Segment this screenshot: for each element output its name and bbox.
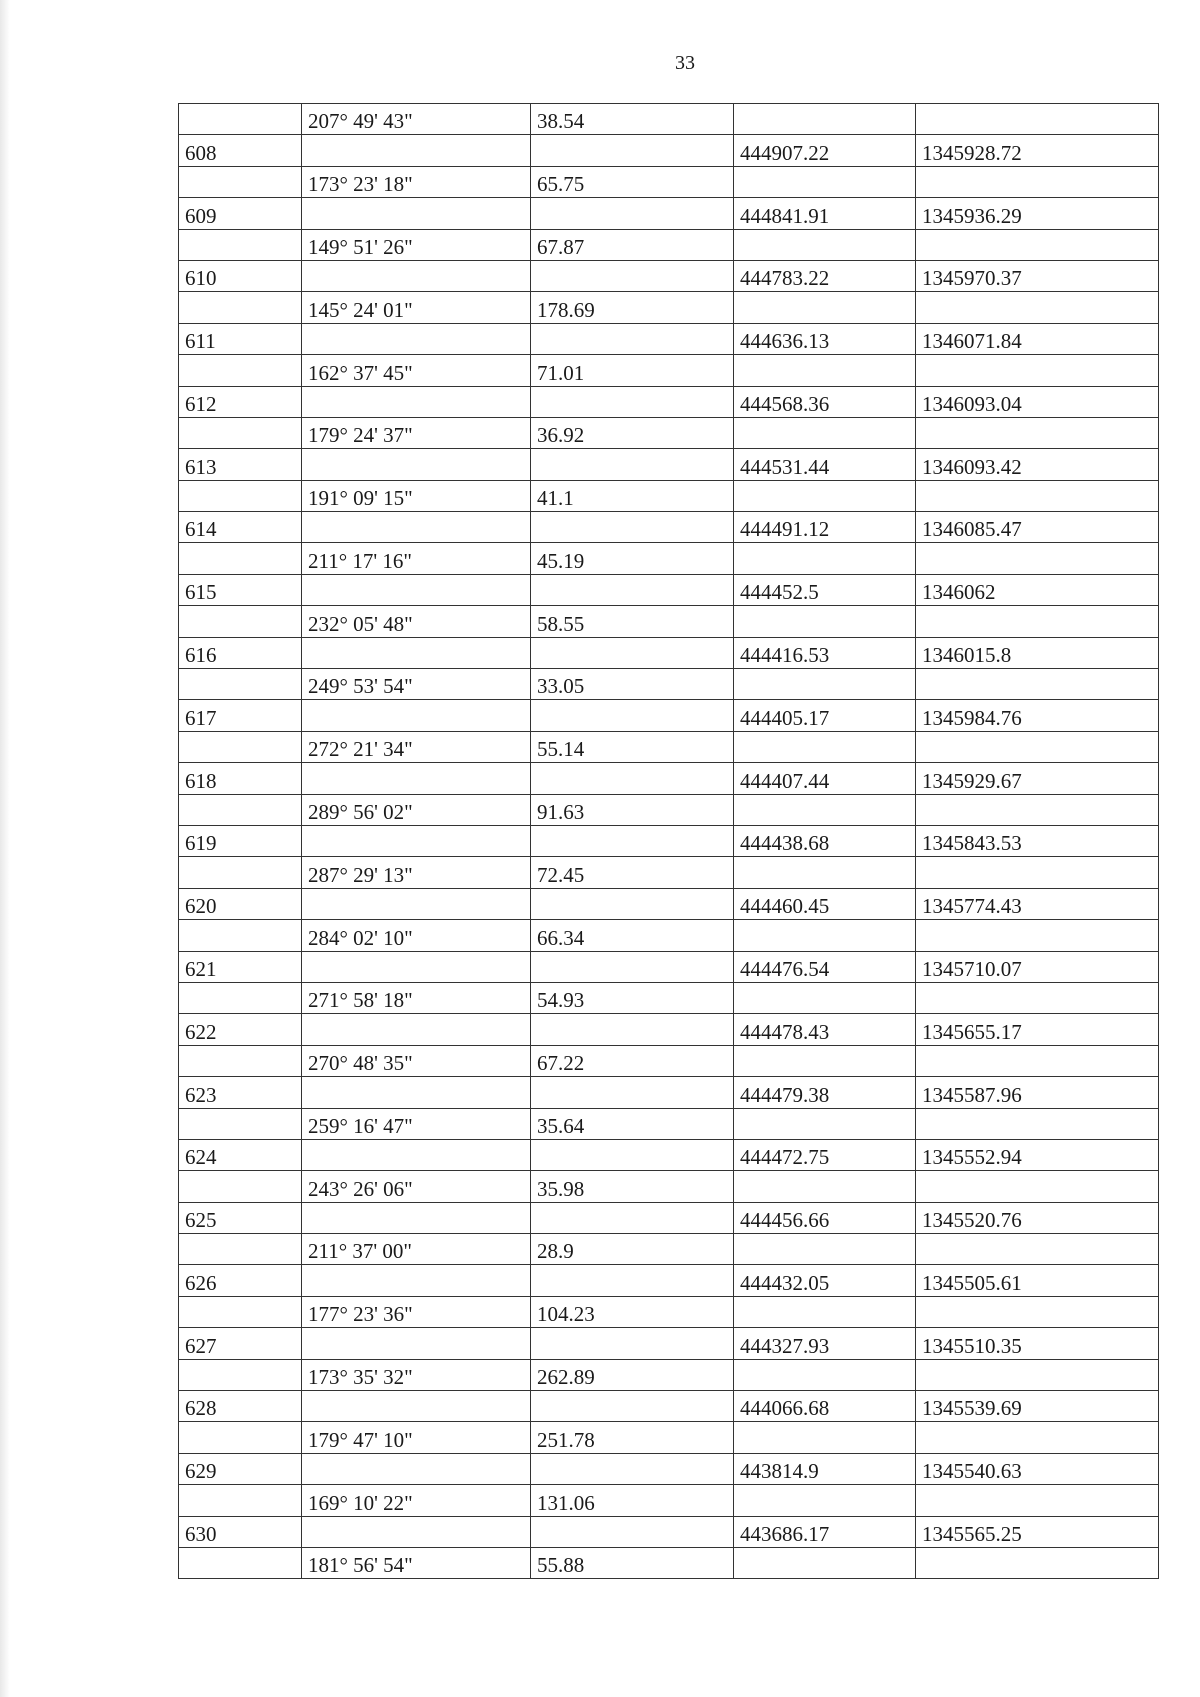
distance-cell-empty <box>531 888 734 919</box>
station-id-cell: 622 <box>179 1014 302 1045</box>
distance-cell: 55.14 <box>531 731 734 762</box>
bearing-cell: 179° 24' 37" <box>302 417 531 448</box>
leg-row <box>179 731 1159 762</box>
bearing-cell: 169° 10' 22" <box>302 1485 531 1516</box>
northing-cell-empty <box>734 166 916 197</box>
bearing-cell-empty <box>302 449 531 480</box>
bearing-cell-empty <box>302 574 531 605</box>
station-id-cell: 626 <box>179 1265 302 1296</box>
northing-cell: 444432.05 <box>734 1265 916 1296</box>
northing-cell-empty <box>734 417 916 448</box>
leg-row <box>179 982 1159 1013</box>
station-cell-empty <box>179 543 302 574</box>
station-id-cell: 616 <box>179 637 302 668</box>
distance-cell-empty <box>531 260 734 291</box>
station-id-cell: 629 <box>179 1453 302 1484</box>
easting-cell-empty <box>916 920 1159 951</box>
leg-row <box>179 1234 1159 1265</box>
bearing-cell-empty <box>302 1265 531 1296</box>
bearing-cell-empty <box>302 1014 531 1045</box>
northing-cell: 444066.68 <box>734 1391 916 1422</box>
easting-cell: 1345510.35 <box>916 1328 1159 1359</box>
distance-cell: 262.89 <box>531 1359 734 1390</box>
distance-cell: 35.64 <box>531 1108 734 1139</box>
northing-cell: 444907.22 <box>734 135 916 166</box>
easting-cell: 1345843.53 <box>916 825 1159 856</box>
leg-row <box>179 417 1159 448</box>
distance-cell-empty <box>531 1139 734 1170</box>
station-cell-empty <box>179 1485 302 1516</box>
distance-cell-empty <box>531 637 734 668</box>
easting-cell: 1345552.94 <box>916 1139 1159 1170</box>
leg-row <box>179 669 1159 700</box>
easting-cell-empty <box>916 166 1159 197</box>
easting-cell-empty <box>916 292 1159 323</box>
distance-cell: 45.19 <box>531 543 734 574</box>
station-row <box>179 449 1159 480</box>
northing-cell-empty <box>734 1547 916 1578</box>
station-row <box>179 888 1159 919</box>
distance-cell-empty <box>531 1014 734 1045</box>
distance-cell-empty <box>531 700 734 731</box>
northing-cell: 444460.45 <box>734 888 916 919</box>
bearing-cell-empty <box>302 260 531 291</box>
station-cell-empty <box>179 794 302 825</box>
station-id-cell: 620 <box>179 888 302 919</box>
northing-cell-empty <box>734 1485 916 1516</box>
northing-cell-empty <box>734 543 916 574</box>
bearing-cell-empty <box>302 951 531 982</box>
station-cell-empty <box>179 606 302 637</box>
northing-cell: 444783.22 <box>734 260 916 291</box>
station-cell-empty <box>179 166 302 197</box>
station-id-cell: 623 <box>179 1077 302 1108</box>
distance-cell: 54.93 <box>531 982 734 1013</box>
bearing-cell: 259° 16' 47" <box>302 1108 531 1139</box>
bearing-cell: 211° 17' 16" <box>302 543 531 574</box>
easting-cell: 1345984.76 <box>916 700 1159 731</box>
station-row <box>179 386 1159 417</box>
station-id-cell: 621 <box>179 951 302 982</box>
easting-cell-empty <box>916 355 1159 386</box>
station-cell-empty <box>179 1045 302 1076</box>
northing-cell-empty <box>734 982 916 1013</box>
easting-cell: 1346015.8 <box>916 637 1159 668</box>
easting-cell-empty <box>916 1547 1159 1578</box>
distance-cell-empty <box>531 1077 734 1108</box>
easting-cell-empty <box>916 1108 1159 1139</box>
bearing-cell-empty <box>302 386 531 417</box>
bearing-cell-empty <box>302 135 531 166</box>
northing-cell-empty <box>734 1171 916 1202</box>
northing-cell: 444636.13 <box>734 323 916 354</box>
station-row <box>179 1391 1159 1422</box>
easting-cell: 1346062 <box>916 574 1159 605</box>
northing-cell-empty <box>734 1045 916 1076</box>
northing-cell: 444405.17 <box>734 700 916 731</box>
northing-cell-empty <box>734 292 916 323</box>
easting-cell-empty <box>916 669 1159 700</box>
easting-cell: 1345928.72 <box>916 135 1159 166</box>
northing-cell: 444841.91 <box>734 198 916 229</box>
station-id-cell: 611 <box>179 323 302 354</box>
distance-cell: 58.55 <box>531 606 734 637</box>
easting-cell: 1345520.76 <box>916 1202 1159 1233</box>
coordinate-table <box>178 103 1159 1579</box>
station-id-cell: 625 <box>179 1202 302 1233</box>
scan-edge-shadow <box>0 0 10 1697</box>
northing-cell: 444479.38 <box>734 1077 916 1108</box>
bearing-cell-empty <box>302 763 531 794</box>
station-cell-empty <box>179 292 302 323</box>
easting-cell: 1345774.43 <box>916 888 1159 919</box>
bearing-cell-empty <box>302 888 531 919</box>
station-cell-empty <box>179 1234 302 1265</box>
bearing-cell-empty <box>302 1202 531 1233</box>
distance-cell-empty <box>531 1265 734 1296</box>
easting-cell-empty <box>916 982 1159 1013</box>
distance-cell-empty <box>531 825 734 856</box>
northing-cell-empty <box>734 104 916 135</box>
station-row <box>179 512 1159 543</box>
northing-cell: 444416.53 <box>734 637 916 668</box>
bearing-cell: 211° 37' 00" <box>302 1234 531 1265</box>
coordinate-table-container <box>178 103 1158 1579</box>
northing-cell-empty <box>734 1108 916 1139</box>
station-row <box>179 260 1159 291</box>
distance-cell-empty <box>531 1202 734 1233</box>
station-cell-empty <box>179 1296 302 1327</box>
leg-row <box>179 292 1159 323</box>
distance-cell: 67.22 <box>531 1045 734 1076</box>
distance-cell-empty <box>531 1516 734 1547</box>
page-number: 33 <box>675 52 695 74</box>
easting-cell: 1345710.07 <box>916 951 1159 982</box>
leg-row <box>179 229 1159 260</box>
distance-cell: 91.63 <box>531 794 734 825</box>
station-row <box>179 1139 1159 1170</box>
leg-row <box>179 104 1159 135</box>
leg-row <box>179 480 1159 511</box>
distance-cell-empty <box>531 1391 734 1422</box>
station-row <box>179 700 1159 731</box>
leg-row <box>179 920 1159 951</box>
station-id-cell: 610 <box>179 260 302 291</box>
station-row <box>179 198 1159 229</box>
northing-cell-empty <box>734 731 916 762</box>
leg-row <box>179 1296 1159 1327</box>
bearing-cell: 191° 09' 15" <box>302 480 531 511</box>
station-id-cell: 612 <box>179 386 302 417</box>
bearing-cell-empty <box>302 1516 531 1547</box>
station-id-cell: 628 <box>179 1391 302 1422</box>
distance-cell: 41.1 <box>531 480 734 511</box>
leg-row <box>179 166 1159 197</box>
easting-cell-empty <box>916 857 1159 888</box>
station-id-cell: 618 <box>179 763 302 794</box>
bearing-cell: 145° 24' 01" <box>302 292 531 323</box>
leg-row <box>179 543 1159 574</box>
station-id-cell: 614 <box>179 512 302 543</box>
distance-cell: 38.54 <box>531 104 734 135</box>
station-row <box>179 1265 1159 1296</box>
northing-cell-empty <box>734 794 916 825</box>
easting-cell: 1346085.47 <box>916 512 1159 543</box>
easting-cell-empty <box>916 229 1159 260</box>
bearing-cell-empty <box>302 637 531 668</box>
bearing-cell: 177° 23' 36" <box>302 1296 531 1327</box>
distance-cell-empty <box>531 512 734 543</box>
station-row <box>179 637 1159 668</box>
easting-cell-empty <box>916 1359 1159 1390</box>
easting-cell-empty <box>916 1234 1159 1265</box>
bearing-cell: 284° 02' 10" <box>302 920 531 951</box>
distance-cell-empty <box>531 198 734 229</box>
leg-row <box>179 1422 1159 1453</box>
station-id-cell: 627 <box>179 1328 302 1359</box>
station-row <box>179 323 1159 354</box>
bearing-cell: 179° 47' 10" <box>302 1422 531 1453</box>
station-cell-empty <box>179 229 302 260</box>
distance-cell: 28.9 <box>531 1234 734 1265</box>
easting-cell-empty <box>916 731 1159 762</box>
bearing-cell-empty <box>302 1139 531 1170</box>
bearing-cell: 173° 23' 18" <box>302 166 531 197</box>
bearing-cell: 162° 37' 45" <box>302 355 531 386</box>
northing-cell-empty <box>734 229 916 260</box>
distance-cell: 35.98 <box>531 1171 734 1202</box>
northing-cell: 444568.36 <box>734 386 916 417</box>
station-row <box>179 825 1159 856</box>
station-id-cell: 615 <box>179 574 302 605</box>
distance-cell: 72.45 <box>531 857 734 888</box>
northing-cell: 444438.68 <box>734 825 916 856</box>
easting-cell: 1345505.61 <box>916 1265 1159 1296</box>
leg-row <box>179 606 1159 637</box>
easting-cell: 1345540.63 <box>916 1453 1159 1484</box>
distance-cell: 251.78 <box>531 1422 734 1453</box>
easting-cell-empty <box>916 1171 1159 1202</box>
station-cell-empty <box>179 355 302 386</box>
distance-cell: 178.69 <box>531 292 734 323</box>
bearing-cell: 243° 26' 06" <box>302 1171 531 1202</box>
leg-row <box>179 794 1159 825</box>
station-cell-empty <box>179 1171 302 1202</box>
easting-cell: 1346093.42 <box>916 449 1159 480</box>
northing-cell-empty <box>734 857 916 888</box>
easting-cell-empty <box>916 794 1159 825</box>
station-id-cell: 613 <box>179 449 302 480</box>
bearing-cell: 270° 48' 35" <box>302 1045 531 1076</box>
bearing-cell: 271° 58' 18" <box>302 982 531 1013</box>
northing-cell-empty <box>734 669 916 700</box>
easting-cell-empty <box>916 1296 1159 1327</box>
northing-cell-empty <box>734 355 916 386</box>
station-row <box>179 763 1159 794</box>
station-id-cell: 608 <box>179 135 302 166</box>
bearing-cell-empty <box>302 825 531 856</box>
distance-cell-empty <box>531 449 734 480</box>
northing-cell-empty <box>734 920 916 951</box>
distance-cell: 66.34 <box>531 920 734 951</box>
easting-cell-empty <box>916 606 1159 637</box>
northing-cell: 444476.54 <box>734 951 916 982</box>
station-cell-empty <box>179 480 302 511</box>
leg-row <box>179 1108 1159 1139</box>
northing-cell: 444491.12 <box>734 512 916 543</box>
northing-cell: 444407.44 <box>734 763 916 794</box>
northing-cell: 444456.66 <box>734 1202 916 1233</box>
leg-row <box>179 1359 1159 1390</box>
station-row <box>179 1202 1159 1233</box>
bearing-cell: 249° 53' 54" <box>302 669 531 700</box>
station-row <box>179 1077 1159 1108</box>
distance-cell: 33.05 <box>531 669 734 700</box>
northing-cell: 444452.5 <box>734 574 916 605</box>
distance-cell: 131.06 <box>531 1485 734 1516</box>
northing-cell: 444478.43 <box>734 1014 916 1045</box>
northing-cell-empty <box>734 1359 916 1390</box>
distance-cell-empty <box>531 323 734 354</box>
distance-cell: 36.92 <box>531 417 734 448</box>
northing-cell: 444472.75 <box>734 1139 916 1170</box>
station-cell-empty <box>179 1108 302 1139</box>
station-row <box>179 1328 1159 1359</box>
distance-cell-empty <box>531 386 734 417</box>
northing-cell-empty <box>734 1234 916 1265</box>
distance-cell-empty <box>531 1453 734 1484</box>
easting-cell-empty <box>916 480 1159 511</box>
northing-cell: 443686.17 <box>734 1516 916 1547</box>
bearing-cell-empty <box>302 198 531 229</box>
distance-cell-empty <box>531 135 734 166</box>
easting-cell-empty <box>916 104 1159 135</box>
station-row <box>179 1014 1159 1045</box>
distance-cell-empty <box>531 1328 734 1359</box>
station-cell-empty <box>179 417 302 448</box>
northing-cell: 444327.93 <box>734 1328 916 1359</box>
station-cell-empty <box>179 1422 302 1453</box>
station-cell-empty <box>179 982 302 1013</box>
leg-row <box>179 857 1159 888</box>
leg-row <box>179 355 1159 386</box>
easting-cell: 1345539.69 <box>916 1391 1159 1422</box>
easting-cell-empty <box>916 1422 1159 1453</box>
station-id-cell: 624 <box>179 1139 302 1170</box>
bearing-cell: 149° 51' 26" <box>302 229 531 260</box>
station-row <box>179 574 1159 605</box>
northing-cell-empty <box>734 606 916 637</box>
bearing-cell-empty <box>302 1077 531 1108</box>
bearing-cell: 173° 35' 32" <box>302 1359 531 1390</box>
distance-cell: 67.87 <box>531 229 734 260</box>
easting-cell: 1345970.37 <box>916 260 1159 291</box>
station-cell-empty <box>179 857 302 888</box>
bearing-cell: 207° 49' 43" <box>302 104 531 135</box>
easting-cell-empty <box>916 1485 1159 1516</box>
easting-cell: 1346093.04 <box>916 386 1159 417</box>
northing-cell: 443814.9 <box>734 1453 916 1484</box>
station-cell-empty <box>179 920 302 951</box>
station-id-cell: 630 <box>179 1516 302 1547</box>
station-cell-empty <box>179 104 302 135</box>
station-cell-empty <box>179 1547 302 1578</box>
station-row <box>179 135 1159 166</box>
bearing-cell: 287° 29' 13" <box>302 857 531 888</box>
easting-cell: 1345565.25 <box>916 1516 1159 1547</box>
bearing-cell-empty <box>302 1328 531 1359</box>
easting-cell-empty <box>916 1045 1159 1076</box>
bearing-cell-empty <box>302 700 531 731</box>
station-cell-empty <box>179 1359 302 1390</box>
northing-cell-empty <box>734 1296 916 1327</box>
station-cell-empty <box>179 731 302 762</box>
station-row <box>179 1516 1159 1547</box>
bearing-cell: 181° 56' 54" <box>302 1547 531 1578</box>
easting-cell-empty <box>916 417 1159 448</box>
leg-row <box>179 1171 1159 1202</box>
distance-cell-empty <box>531 574 734 605</box>
bearing-cell: 272° 21' 34" <box>302 731 531 762</box>
station-id-cell: 619 <box>179 825 302 856</box>
distance-cell: 71.01 <box>531 355 734 386</box>
bearing-cell: 232° 05' 48" <box>302 606 531 637</box>
leg-row <box>179 1485 1159 1516</box>
station-id-cell: 609 <box>179 198 302 229</box>
bearing-cell-empty <box>302 1453 531 1484</box>
bearing-cell-empty <box>302 1391 531 1422</box>
distance-cell: 55.88 <box>531 1547 734 1578</box>
leg-row <box>179 1045 1159 1076</box>
station-cell-empty <box>179 669 302 700</box>
distance-cell-empty <box>531 951 734 982</box>
leg-row <box>179 1547 1159 1578</box>
northing-cell-empty <box>734 480 916 511</box>
distance-cell-empty <box>531 763 734 794</box>
distance-cell: 65.75 <box>531 166 734 197</box>
coordinate-table-body <box>179 104 1159 1579</box>
distance-cell: 104.23 <box>531 1296 734 1327</box>
northing-cell: 444531.44 <box>734 449 916 480</box>
bearing-cell-empty <box>302 323 531 354</box>
easting-cell: 1345655.17 <box>916 1014 1159 1045</box>
easting-cell-empty <box>916 543 1159 574</box>
bearing-cell: 289° 56' 02" <box>302 794 531 825</box>
easting-cell: 1345587.96 <box>916 1077 1159 1108</box>
easting-cell: 1345929.67 <box>916 763 1159 794</box>
station-row <box>179 951 1159 982</box>
northing-cell-empty <box>734 1422 916 1453</box>
easting-cell: 1345936.29 <box>916 198 1159 229</box>
station-row <box>179 1453 1159 1484</box>
station-id-cell: 617 <box>179 700 302 731</box>
bearing-cell-empty <box>302 512 531 543</box>
easting-cell: 1346071.84 <box>916 323 1159 354</box>
